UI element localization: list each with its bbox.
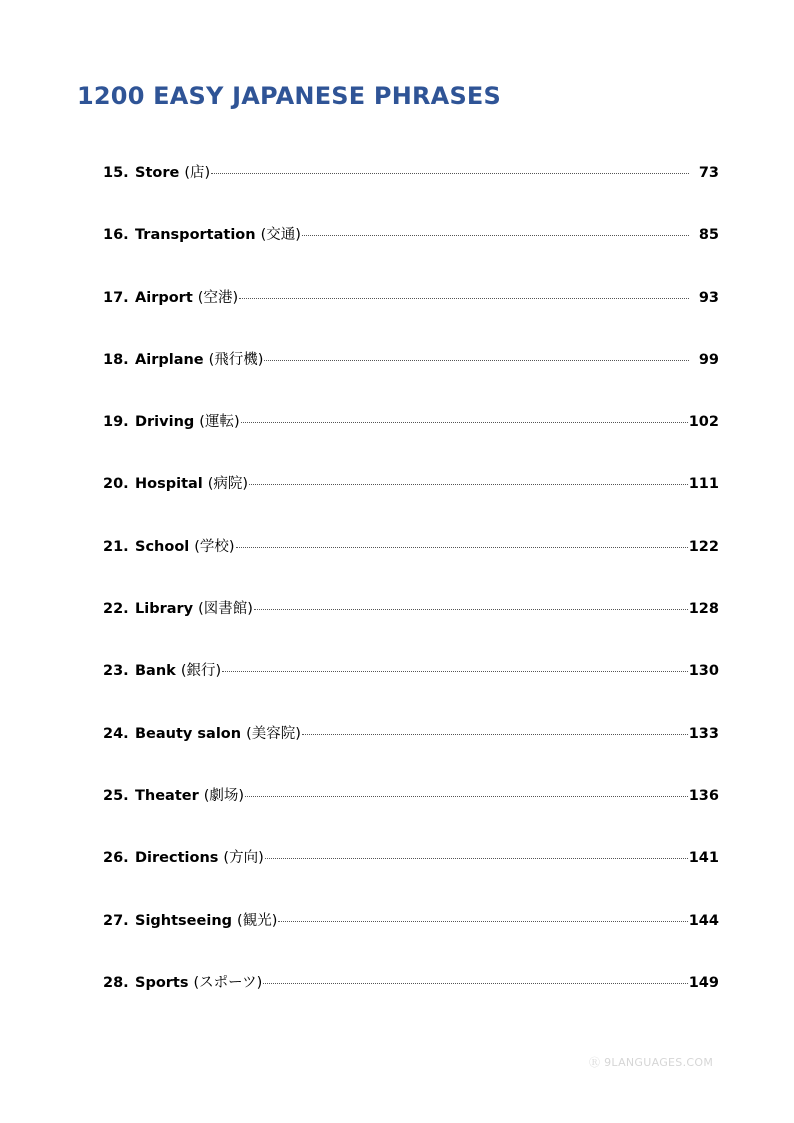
toc-dot-leader — [263, 982, 687, 984]
toc-entry-driving[interactable] — [103, 409, 719, 471]
toc-entry-store[interactable] — [103, 160, 719, 222]
toc-entry-number: 15. — [103, 165, 129, 181]
toc-entry-topic: Theater — [135, 787, 199, 804]
toc-entry-page: 122 — [688, 538, 719, 555]
toc-entry-topic: Hospital — [135, 476, 203, 493]
toc-entry-page: 136 — [688, 787, 719, 804]
toc-entry-native: (美容院) — [246, 725, 301, 742]
toc-entry-native: (運転) — [199, 414, 240, 431]
toc-entry-airplane[interactable] — [103, 347, 719, 409]
toc-entry-page: 133 — [688, 725, 719, 742]
toc-entry-native: (学校) — [194, 538, 235, 555]
toc-entry-topic: Transportation — [135, 227, 256, 244]
toc-entry-native: (店) — [184, 165, 211, 181]
toc-entry-topic: Sightseeing — [135, 912, 233, 929]
toc-entry-topic: Airplane — [135, 351, 204, 368]
toc-entry-airport[interactable] — [103, 285, 719, 347]
toc-entry-number: 26. — [103, 850, 129, 867]
document-title: 1200 EASY JAPANESE PHRASES — [77, 82, 502, 110]
toc-entry-native: (病院) — [207, 476, 249, 493]
toc-entry-page: 144 — [688, 912, 719, 929]
toc-entry-topic: Driving — [135, 414, 195, 431]
toc-entry-beauty-salon[interactable] — [103, 721, 719, 783]
watermark: Ⓡ 9LANGUAGES.COM — [589, 1056, 714, 1069]
toc-entry-number: 19. — [103, 414, 129, 431]
toc-entry-number: 25. — [103, 787, 129, 804]
toc-dot-leader — [254, 608, 688, 610]
toc-entry-number: 18. — [103, 351, 129, 368]
table-of-contents — [103, 160, 719, 1032]
toc-entry-native: (方向) — [223, 850, 264, 867]
toc-dot-leader — [278, 920, 687, 922]
toc-dot-leader — [302, 733, 688, 735]
toc-entry-page: 85 — [698, 227, 719, 244]
toc-entry-native: (図書館) — [198, 601, 253, 618]
toc-entry-topic: Directions — [135, 850, 219, 867]
toc-dot-leader — [239, 297, 689, 299]
toc-entry-directions[interactable] — [103, 845, 719, 907]
toc-dot-leader — [241, 421, 688, 423]
toc-entry-bank[interactable] — [103, 658, 719, 720]
toc-entry-school[interactable] — [103, 534, 719, 596]
toc-entry-topic: Library — [135, 601, 194, 618]
toc-dot-leader — [264, 359, 688, 361]
toc-entry-number: 16. — [103, 227, 129, 244]
toc-entry-native: (飛行機) — [208, 351, 264, 368]
toc-dot-leader — [302, 234, 689, 236]
toc-entry-native: (スポーツ) — [193, 974, 263, 991]
toc-entry-native: (劇场) — [203, 787, 245, 804]
toc-entry-transportation[interactable] — [103, 222, 719, 284]
toc-entry-page: 73 — [698, 165, 719, 181]
toc-dot-leader — [245, 795, 688, 797]
toc-entry-page: 128 — [688, 601, 719, 618]
toc-entry-number: 24. — [103, 725, 129, 742]
toc-entry-theater[interactable] — [103, 783, 719, 845]
toc-entry-number: 27. — [103, 912, 129, 929]
toc-entry-number: 23. — [103, 663, 129, 680]
toc-entry-page: 93 — [698, 289, 719, 306]
toc-entry-sports[interactable] — [103, 970, 719, 1032]
toc-entry-page: 141 — [688, 850, 719, 867]
toc-entry-page: 99 — [698, 351, 719, 368]
toc-entry-topic: Bank — [135, 663, 176, 680]
toc-dot-leader — [249, 483, 688, 485]
toc-entry-number: 28. — [103, 974, 129, 991]
toc-entry-page: 111 — [688, 476, 719, 493]
toc-entry-topic: Sports — [135, 974, 189, 991]
toc-entry-native: (観光) — [237, 912, 278, 929]
toc-entry-number: 21. — [103, 538, 129, 555]
toc-entry-native: (交通) — [260, 227, 301, 244]
toc-entry-page: 149 — [688, 974, 719, 991]
toc-entry-number: 17. — [103, 289, 129, 306]
toc-entry-topic: Airport — [135, 289, 193, 306]
toc-dot-leader — [265, 857, 688, 859]
toc-dot-leader — [211, 172, 689, 174]
toc-entry-sightseeing[interactable] — [103, 908, 719, 970]
toc-entry-library[interactable] — [103, 596, 719, 658]
toc-entry-page: 102 — [688, 414, 719, 431]
toc-entry-topic: Store — [135, 165, 180, 181]
toc-entry-number: 20. — [103, 476, 129, 493]
toc-entry-number: 22. — [103, 601, 129, 618]
toc-dot-leader — [236, 546, 688, 548]
toc-entry-native: (空港) — [197, 289, 239, 306]
toc-dot-leader — [222, 670, 688, 672]
toc-entry-topic: Beauty salon — [135, 725, 242, 742]
toc-entry-hospital[interactable] — [103, 471, 719, 533]
toc-entry-page: 130 — [688, 663, 719, 680]
toc-entry-topic: School — [135, 538, 190, 555]
toc-entry-native: (銀行) — [180, 663, 222, 680]
